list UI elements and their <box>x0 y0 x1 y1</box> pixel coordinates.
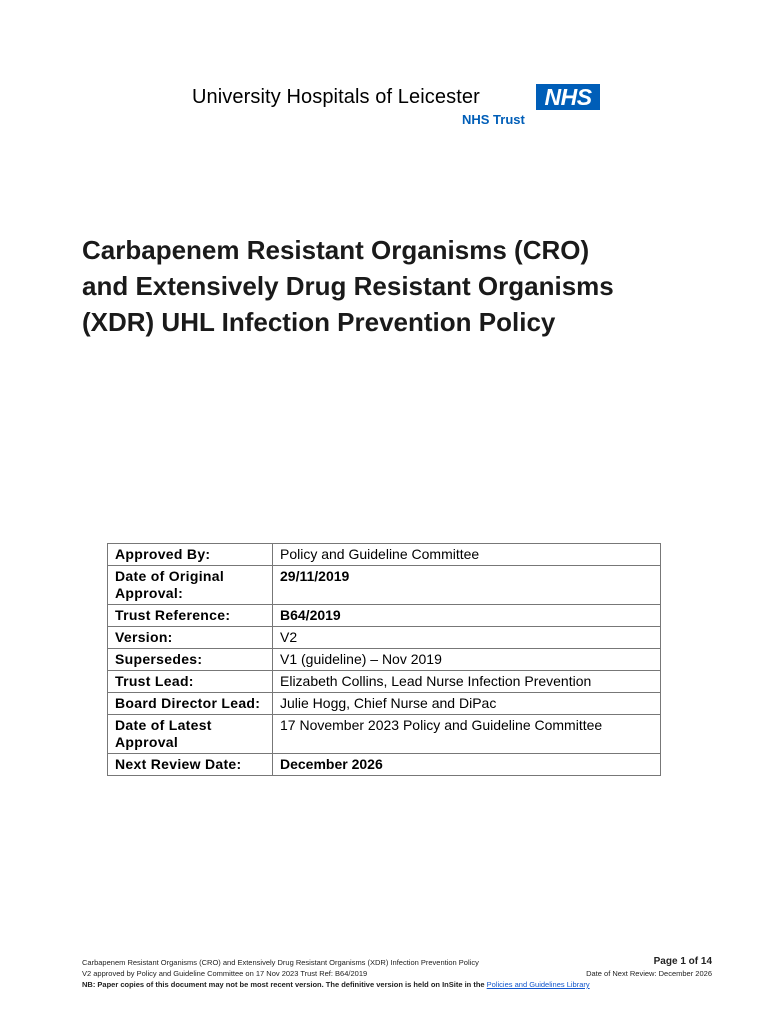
row-label: Trust Lead: <box>108 671 273 693</box>
nhs-logo: NHS <box>536 84 600 110</box>
row-label: Approved By: <box>108 544 273 566</box>
table-row <box>108 544 661 566</box>
title-line-2: and Extensively Drug Resistant Organisms <box>82 271 614 301</box>
row-value: V2 <box>273 627 661 649</box>
row-value: Elizabeth Collins, Lead Nurse Infection Prevention <box>273 671 661 693</box>
table-row <box>108 605 661 627</box>
row-value: Policy and Guideline Committee <box>273 544 661 566</box>
table-row <box>108 715 661 754</box>
row-label: Board Director Lead: <box>108 693 273 715</box>
table-row <box>108 754 661 776</box>
row-value: 17 November 2023 Policy and Guideline Committee <box>273 715 661 754</box>
row-label: Trust Reference: <box>108 605 273 627</box>
footer-disclaimer <box>82 980 590 989</box>
row-value: V1 (guideline) – Nov 2019 <box>273 649 661 671</box>
page-footer <box>82 956 712 989</box>
table-row <box>108 671 661 693</box>
policies-library-link[interactable]: Policies and Guidelines Library <box>486 980 590 989</box>
table-row <box>108 627 661 649</box>
row-label: Date of Latest Approval <box>108 715 273 754</box>
title-line-1: Carbapenem Resistant Organisms (CRO) <box>82 235 590 265</box>
footer-approval-line: V2 approved by Policy and Guideline Committee on 17 Nov 2023 Trust Ref: B64/2019 <box>82 969 368 978</box>
row-value: 29/11/2019 <box>273 566 661 605</box>
document-header <box>192 82 612 132</box>
document-title <box>82 232 702 340</box>
nhs-trust-label: NHS Trust <box>462 112 525 127</box>
row-value: December 2026 <box>273 754 661 776</box>
table-row <box>108 649 661 671</box>
page-number: Page 1 of 14 <box>653 956 712 967</box>
disclaimer-text: NB: Paper copies of this document may not be most recent version. The definitive version is held on InSite in the <box>82 980 487 989</box>
footer-document-title: Carbapenem Resistant Organisms (CRO) and Extensively Drug Resistant Organisms (XDR) Infection Prevention Policy <box>82 958 479 967</box>
row-label: Version: <box>108 627 273 649</box>
footer-next-review: Date of Next Review: December 2026 <box>586 969 712 978</box>
row-value: B64/2019 <box>273 605 661 627</box>
organisation-name: University Hospitals of Leicester <box>192 86 480 108</box>
row-label: Date of Original Approval: <box>108 566 273 605</box>
title-line-3: (XDR) UHL Infection Prevention Policy <box>82 307 556 337</box>
row-label: Supersedes: <box>108 649 273 671</box>
row-value: Julie Hogg, Chief Nurse and DiPac <box>273 693 661 715</box>
table-row <box>108 693 661 715</box>
table-row <box>108 566 661 605</box>
document-metadata-table <box>107 543 661 776</box>
row-label: Next Review Date: <box>108 754 273 776</box>
